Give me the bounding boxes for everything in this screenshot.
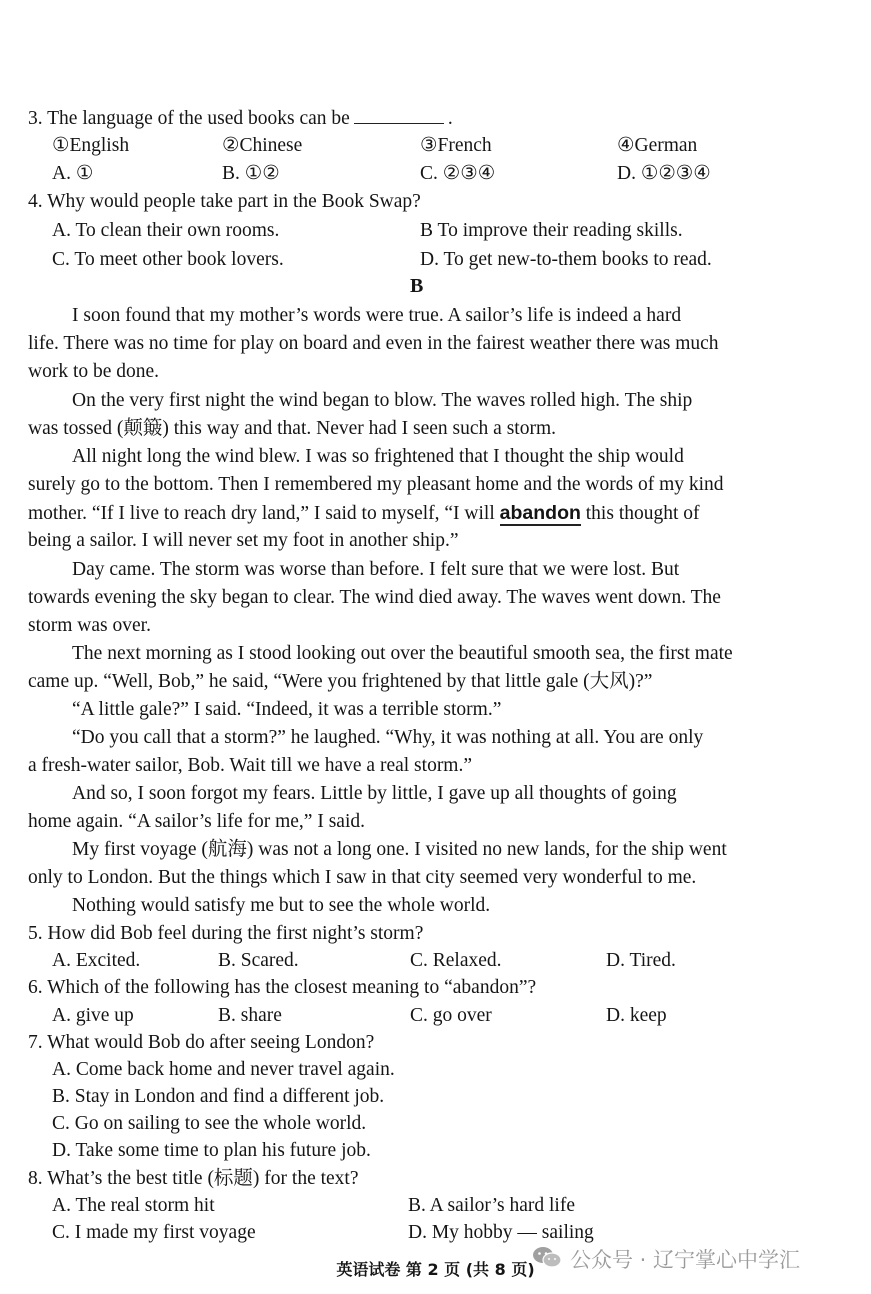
q3-option-b: B. ①②	[222, 163, 280, 184]
passage-line: home again. “A sailor’s life for me,” I said.	[28, 811, 365, 832]
q7-option-a: A. Come back home and never travel again.	[52, 1059, 395, 1080]
q5-option-c: C. Relaxed.	[410, 950, 502, 971]
q4-option-c: C. To meet other book lovers.	[52, 249, 284, 270]
q6-option-d: D. keep	[606, 1005, 667, 1026]
watermark: 公众号 · 辽宁掌心中学汇	[532, 1244, 800, 1274]
q8-option-a: A. The real storm hit	[52, 1195, 215, 1216]
q7-stem: 7. What would Bob do after seeing London?	[28, 1032, 375, 1053]
passage-line: “Do you call that a storm?” he laughed. “Why, it was nothing at all. You are only	[72, 727, 704, 748]
q4-option-a: A. To clean their own rooms.	[52, 220, 280, 241]
passage-line: was tossed (颠簸) this way and that. Never had I seen such a storm.	[28, 418, 556, 439]
q7-option-b: B. Stay in London and find a different job.	[52, 1086, 385, 1107]
passage-line: work to be done.	[28, 361, 160, 382]
q8-stem: 8. What’s the best title (标题) for the text?	[28, 1168, 359, 1189]
q4-option-b: B To improve their reading skills.	[420, 220, 683, 241]
q5-option-b: B. Scared.	[218, 950, 299, 971]
passage-line: The next morning as I stood looking out over the beautiful smooth sea, the first mate	[72, 643, 733, 664]
passage-line: Nothing would satisfy me but to see the whole world.	[72, 895, 491, 916]
q6-option-a: A. give up	[52, 1005, 134, 1026]
q8-option-c: C. I made my first voyage	[52, 1222, 256, 1243]
q4-stem: 4. Why would people take part in the Book Swap?	[28, 191, 421, 212]
passage-line: towards evening the sky began to clear. The wind died away. The waves went down. The	[28, 587, 721, 608]
passage-line: storm was over.	[28, 615, 151, 636]
q8-option-b: B. A sailor’s hard life	[408, 1195, 575, 1216]
passage-line: My first voyage (航海) was not a long one. I visited no new lands, for the ship went	[72, 839, 727, 860]
q7-option-c: C. Go on sailing to see the whole world.	[52, 1113, 367, 1134]
q4-option-d: D. To get new-to-them books to read.	[420, 249, 712, 270]
q3-option-c: C. ②③④	[420, 163, 496, 184]
q3-item-2: ②Chinese	[222, 135, 303, 156]
passage-line: Day came. The storm was worse than before. I felt sure that we were lost. But	[72, 559, 680, 580]
passage-line: a fresh-water sailor, Bob. Wait till we have a real storm.”	[28, 755, 473, 776]
highlighted-word: abandon	[499, 502, 581, 524]
q5-option-d: D. Tired.	[606, 950, 676, 971]
passage-line: life. There was no time for play on board and even in the fairest weather there was much	[28, 333, 719, 354]
q3-stem: 3. The language of the used books can be .	[28, 105, 453, 132]
q3-item-1: ①English	[52, 135, 130, 156]
answer-blank	[354, 105, 444, 124]
passage-line: And so, I soon forgot my fears. Little by little, I gave up all thoughts of going	[72, 783, 677, 804]
passage-line: “A little gale?” I said. “Indeed, it was a terrible storm.”	[72, 699, 502, 720]
passage-line: All night long the wind blew. I was so frightened that I thought the ship would	[72, 446, 684, 467]
passage-line: being a sailor. I will never set my foot in another ship.”	[28, 530, 459, 551]
q6-stem: 6. Which of the following has the closest meaning to “abandon”?	[28, 977, 537, 998]
q3-option-a: A. ①	[52, 163, 94, 184]
q7-option-d: D. Take some time to plan his future job.	[52, 1140, 371, 1161]
q6-option-c: C. go over	[410, 1005, 492, 1026]
passage-line: I soon found that my mother’s words were true. A sailor’s life is indeed a hard	[72, 305, 682, 326]
q3-item-3: ③French	[420, 135, 492, 156]
passage-line: On the very first night the wind began to blow. The waves rolled high. The ship	[72, 390, 693, 411]
q3-option-d: D. ①②③④	[617, 163, 711, 184]
passage-line-abandon: mother. “If I live to reach dry land,” I said to myself, “I will abandon this thought of	[28, 502, 700, 524]
page-footer: 英语试卷 第 2 页 (共 8 页)	[336, 1260, 535, 1279]
q8-option-d: D. My hobby — sailing	[408, 1222, 594, 1243]
q5-option-a: A. Excited.	[52, 950, 141, 971]
passage-line: only to London. But the things which I saw in that city seemed very wonderful to me.	[28, 867, 697, 888]
q3-item-4: ④German	[617, 135, 698, 156]
passage-line: came up. “Well, Bob,” he said, “Were you frightened by that little gale (大风)?”	[28, 671, 653, 692]
q6-option-b: B. share	[218, 1005, 282, 1026]
passage-line: surely go to the bottom. Then I remembered my pleasant home and the words of my kind	[28, 474, 724, 495]
section-heading: B	[410, 275, 424, 297]
q5-stem: 5. How did Bob feel during the first night’s storm?	[28, 923, 424, 944]
